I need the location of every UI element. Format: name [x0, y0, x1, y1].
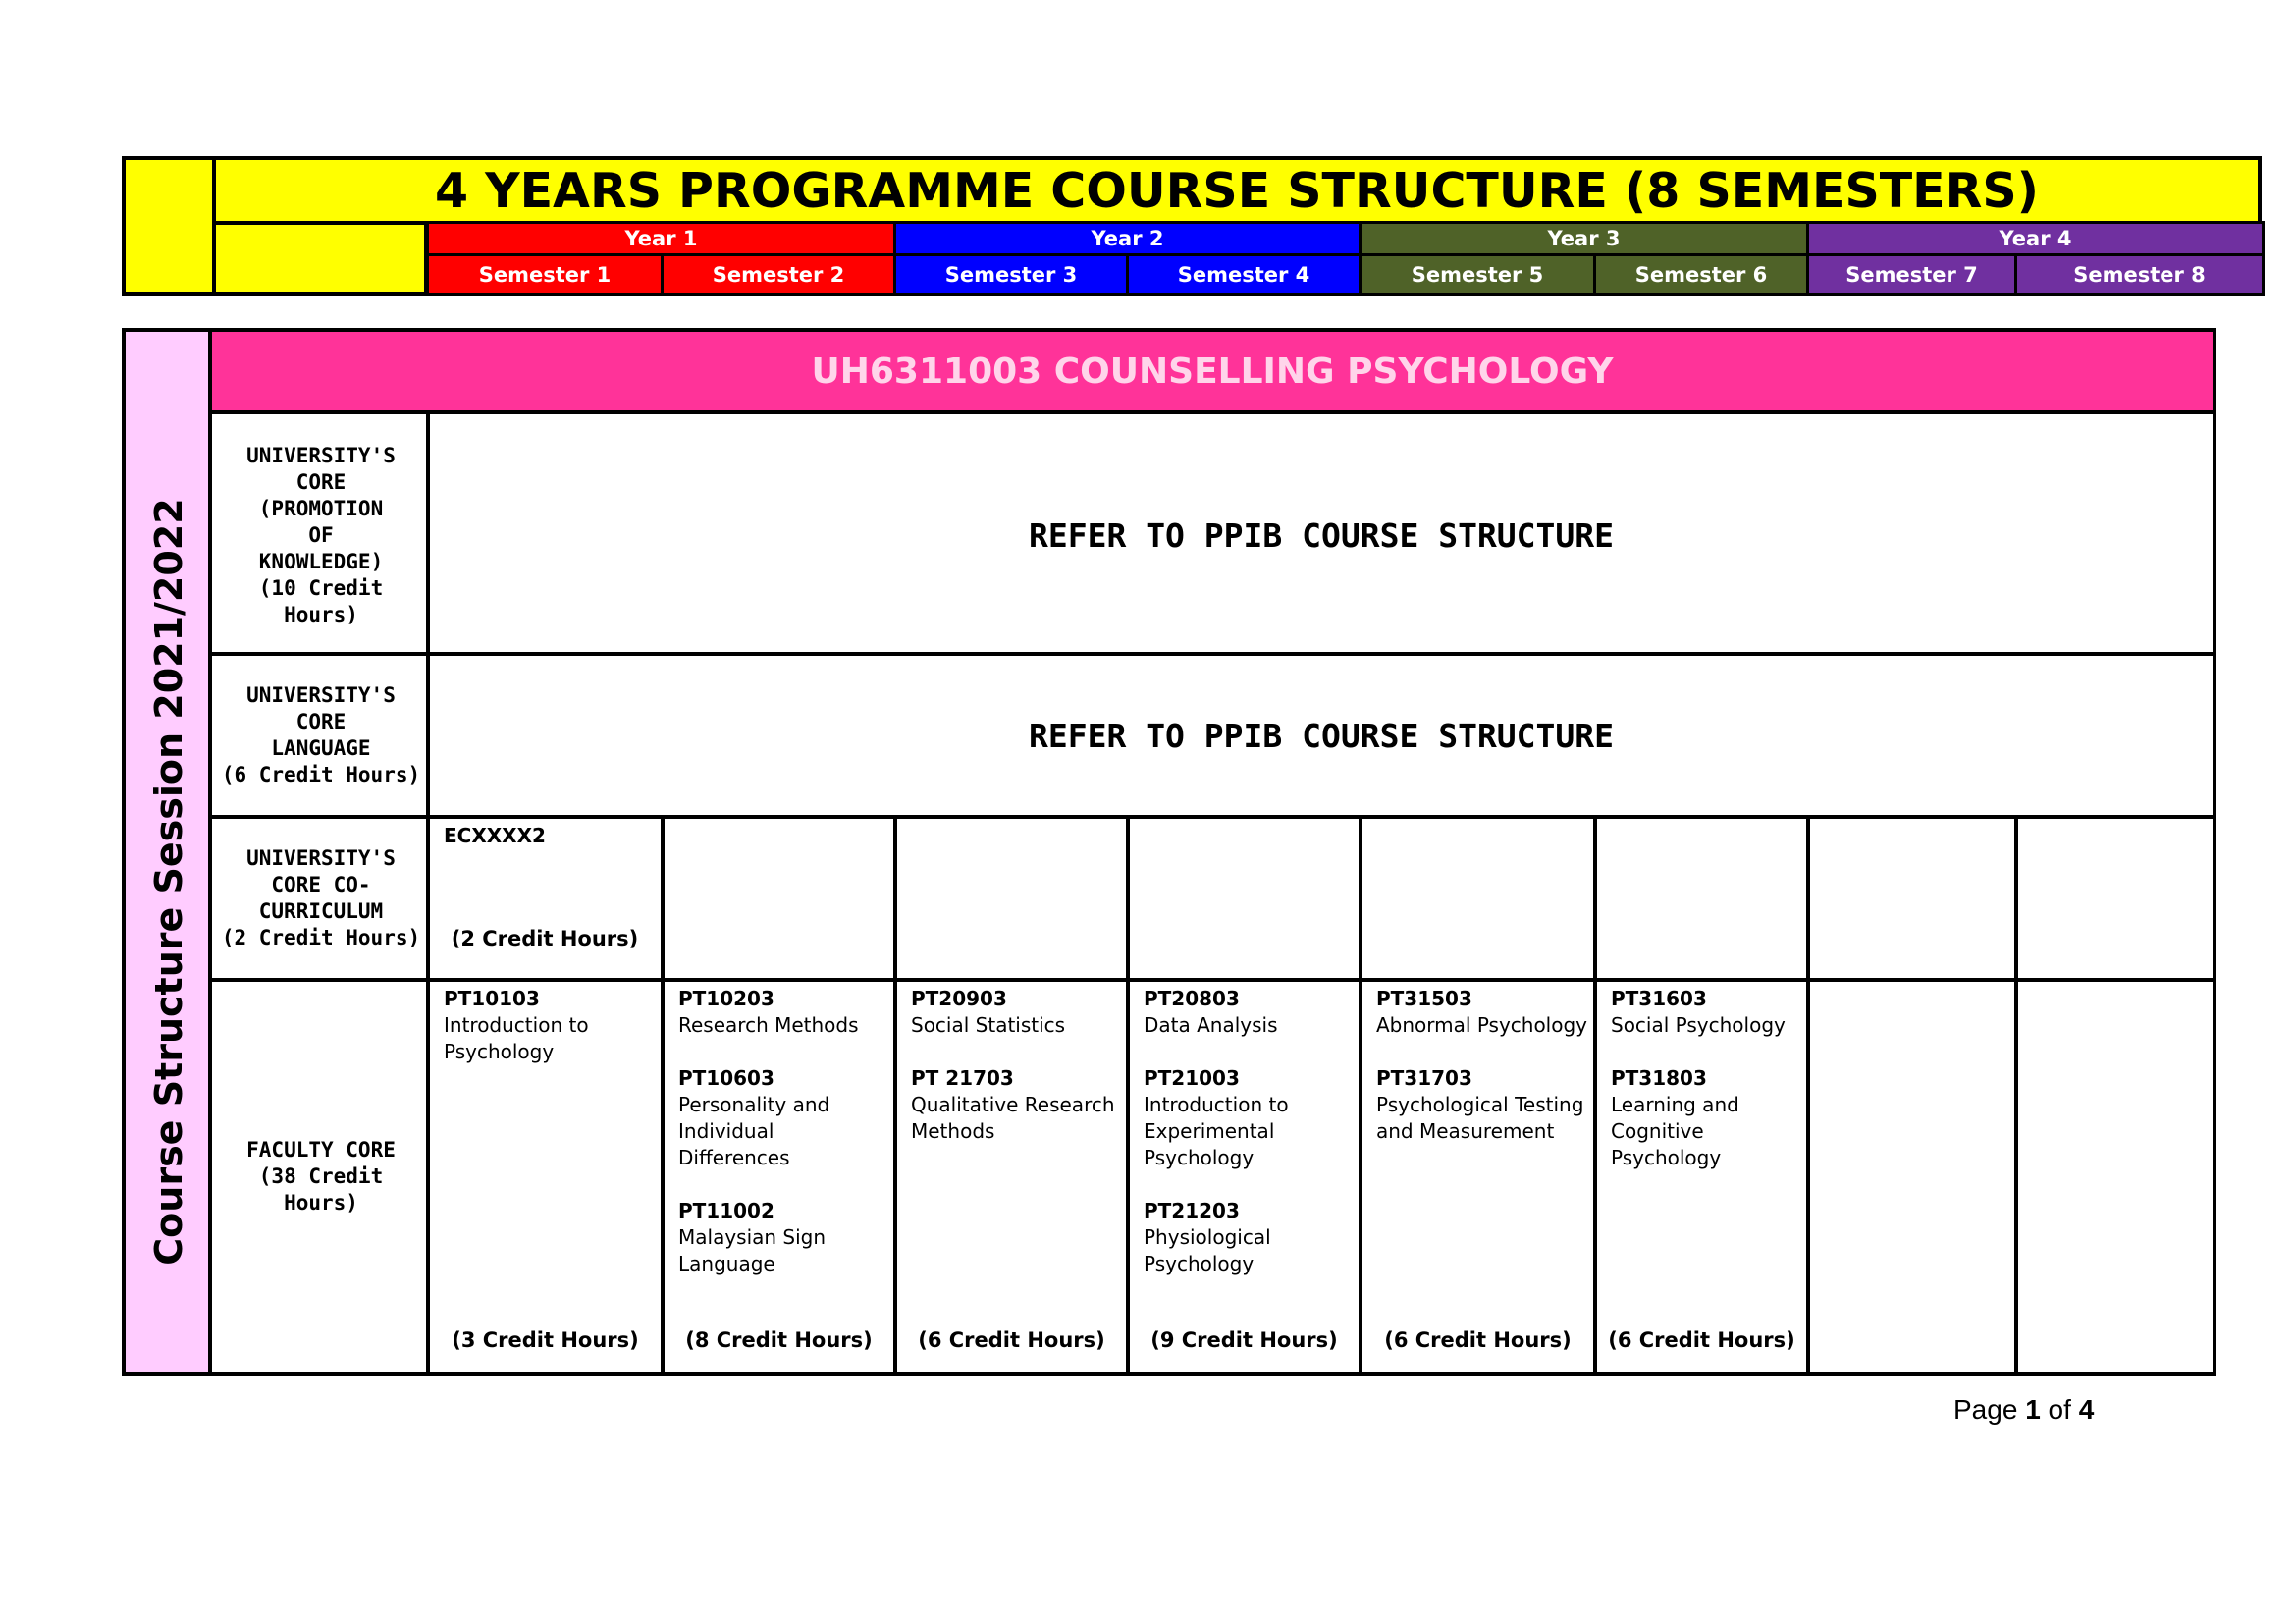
- course-code: PT20903: [911, 987, 1007, 1010]
- semester-header-3: Semester 3: [893, 253, 1129, 296]
- course-name: Social Statistics: [911, 1013, 1066, 1037]
- semester-column-divider: [893, 815, 897, 1372]
- row-label-line: CURRICULUM: [258, 899, 384, 923]
- faculty-credits-semester-4: (9 Credit Hours): [1150, 1328, 1338, 1352]
- programme-title: UH6311003 COUNSELLING PSYCHOLOGY: [212, 332, 2213, 414]
- row-label-promotion-text: [246, 443, 396, 628]
- faculty-semester-3: [911, 986, 1120, 1171]
- row-label-line: FACULTY CORE: [246, 1138, 396, 1162]
- course-code: PT10603: [678, 1066, 774, 1090]
- row-divider: [212, 978, 2213, 982]
- row-label-language: [216, 656, 426, 815]
- course-code: PT10203: [678, 987, 774, 1010]
- row-label-line: CORE CO-: [271, 873, 371, 896]
- course-code: PT31603: [1611, 987, 1707, 1010]
- row-label-faculty: [216, 982, 426, 1372]
- course-name: Learning and Cognitive Psychology: [1611, 1093, 1739, 1169]
- page-total: 4: [2078, 1394, 2095, 1425]
- page-prefix: Page: [1953, 1394, 2018, 1425]
- semester-header-6: Semester 6: [1593, 253, 1809, 296]
- page-separator: of: [2048, 1394, 2071, 1425]
- row-label-cocurriculum: [216, 819, 426, 978]
- faculty-semester-2: [678, 986, 887, 1304]
- course-name: Introduction to Experimental Psychology: [1144, 1093, 1289, 1169]
- year-header-4: Year 4: [1806, 221, 2265, 256]
- row-label-faculty-text: [246, 1137, 396, 1217]
- row-label-line: UNIVERSITY'S: [246, 683, 396, 707]
- row-label-line: CORE: [295, 710, 347, 733]
- row-label-line: (10 Credit: [258, 575, 384, 600]
- semester-header-4: Semester 4: [1126, 253, 1362, 296]
- cocurriculum-code: [444, 823, 640, 849]
- course-name: Psychological Testing and Measurement: [1376, 1093, 1584, 1143]
- semester-header-2: Semester 2: [661, 253, 896, 296]
- year-header-2: Year 2: [893, 221, 1362, 256]
- row-label-promotion: [216, 418, 426, 652]
- header-left-block: [122, 156, 216, 296]
- faculty-credits-semester-5: (6 Credit Hours): [1384, 1328, 1572, 1352]
- course-code: PT20803: [1144, 987, 1240, 1010]
- refer-ppib-language: REFER TO PPIB COURSE STRUCTURE: [1028, 716, 1615, 755]
- course-code: PT31503: [1376, 987, 1472, 1010]
- faculty-semester-6: [1611, 986, 1800, 1198]
- header-blank-cell: [212, 221, 428, 296]
- cocurriculum-credits: (2 Credit Hours): [451, 927, 639, 950]
- course-code: PT31803: [1611, 1066, 1707, 1090]
- row-divider: [212, 815, 2213, 819]
- page-current: 1: [2025, 1394, 2041, 1425]
- row-label-line: KNOWLEDGE): [258, 549, 384, 573]
- course-code: PT11002: [678, 1199, 774, 1222]
- course-name: Malaysian Sign Language: [678, 1225, 827, 1275]
- session-side-label: [126, 332, 212, 1372]
- faculty-semester-5: [1376, 986, 1587, 1171]
- year-header-1: Year 1: [426, 221, 896, 256]
- page-number: [1953, 1394, 2094, 1426]
- row-label-line: (38 Credit: [258, 1164, 384, 1188]
- row-label-cocurriculum-text: [222, 845, 420, 951]
- semester-column-divider: [1126, 815, 1130, 1372]
- year-header-3: Year 3: [1359, 221, 1809, 256]
- course-code: ECXXXX2: [444, 824, 546, 847]
- course-code: PT21003: [1144, 1066, 1240, 1090]
- course-name: Research Methods: [678, 1013, 859, 1037]
- row-label-line: LANGUAGE: [271, 736, 371, 760]
- semester-column-divider: [1806, 815, 1810, 1372]
- row-label-line: (PROMOTION: [258, 496, 384, 520]
- row-label-line: CORE: [295, 469, 347, 494]
- semester-column-divider: [1359, 815, 1362, 1372]
- semester-column-divider: [661, 815, 665, 1372]
- row-label-line: UNIVERSITY'S: [246, 443, 396, 467]
- row-label-language-text: [222, 682, 420, 788]
- course-code: PT 21703: [911, 1066, 1014, 1090]
- session-label-text: Course Structure Session 2021/2022: [147, 498, 190, 1266]
- row-label-line: UNIVERSITY'S: [246, 846, 396, 870]
- semester-header-5: Semester 5: [1359, 253, 1596, 296]
- course-name: Social Psychology: [1611, 1013, 1786, 1037]
- semester-header-8: Semester 8: [2014, 253, 2265, 296]
- row-label-line: (6 Credit Hours): [221, 763, 421, 786]
- row-label-line: Hours): [284, 1191, 358, 1215]
- faculty-credits-semester-3: (6 Credit Hours): [918, 1328, 1105, 1352]
- refer-ppib-promotion: REFER TO PPIB COURSE STRUCTURE: [1028, 515, 1615, 555]
- semester-column-divider: [2014, 815, 2018, 1372]
- faculty-semester-1: [444, 986, 655, 1092]
- faculty-credits-semester-2: (8 Credit Hours): [685, 1328, 873, 1352]
- course-name: Personality and Individual Differences: [678, 1093, 830, 1169]
- course-name: Introduction to Psychology: [444, 1013, 589, 1063]
- semester-header-1: Semester 1: [426, 253, 664, 296]
- course-name: Data Analysis: [1144, 1013, 1278, 1037]
- course-code: PT21203: [1144, 1199, 1240, 1222]
- faculty-credits-semester-1: (3 Credit Hours): [452, 1328, 639, 1352]
- row-label-line: OF: [308, 522, 334, 547]
- faculty-credits-semester-6: (6 Credit Hours): [1608, 1328, 1795, 1352]
- course-name: Physiological Psychology: [1144, 1225, 1271, 1275]
- faculty-semester-4: [1144, 986, 1353, 1304]
- course-name: Abnormal Psychology: [1376, 1013, 1588, 1037]
- page-title: 4 YEARS PROGRAMME COURSE STRUCTURE (8 SEMESTERS): [212, 156, 2262, 225]
- course-name: Qualitative Research Methods: [911, 1093, 1115, 1143]
- course-code: PT10103: [444, 987, 540, 1010]
- row-label-line: Hours): [284, 602, 358, 626]
- semester-header-7: Semester 7: [1806, 253, 2017, 296]
- row-label-line: (2 Credit Hours): [221, 926, 421, 949]
- course-code: PT31703: [1376, 1066, 1472, 1090]
- semester-column-divider: [1593, 815, 1597, 1372]
